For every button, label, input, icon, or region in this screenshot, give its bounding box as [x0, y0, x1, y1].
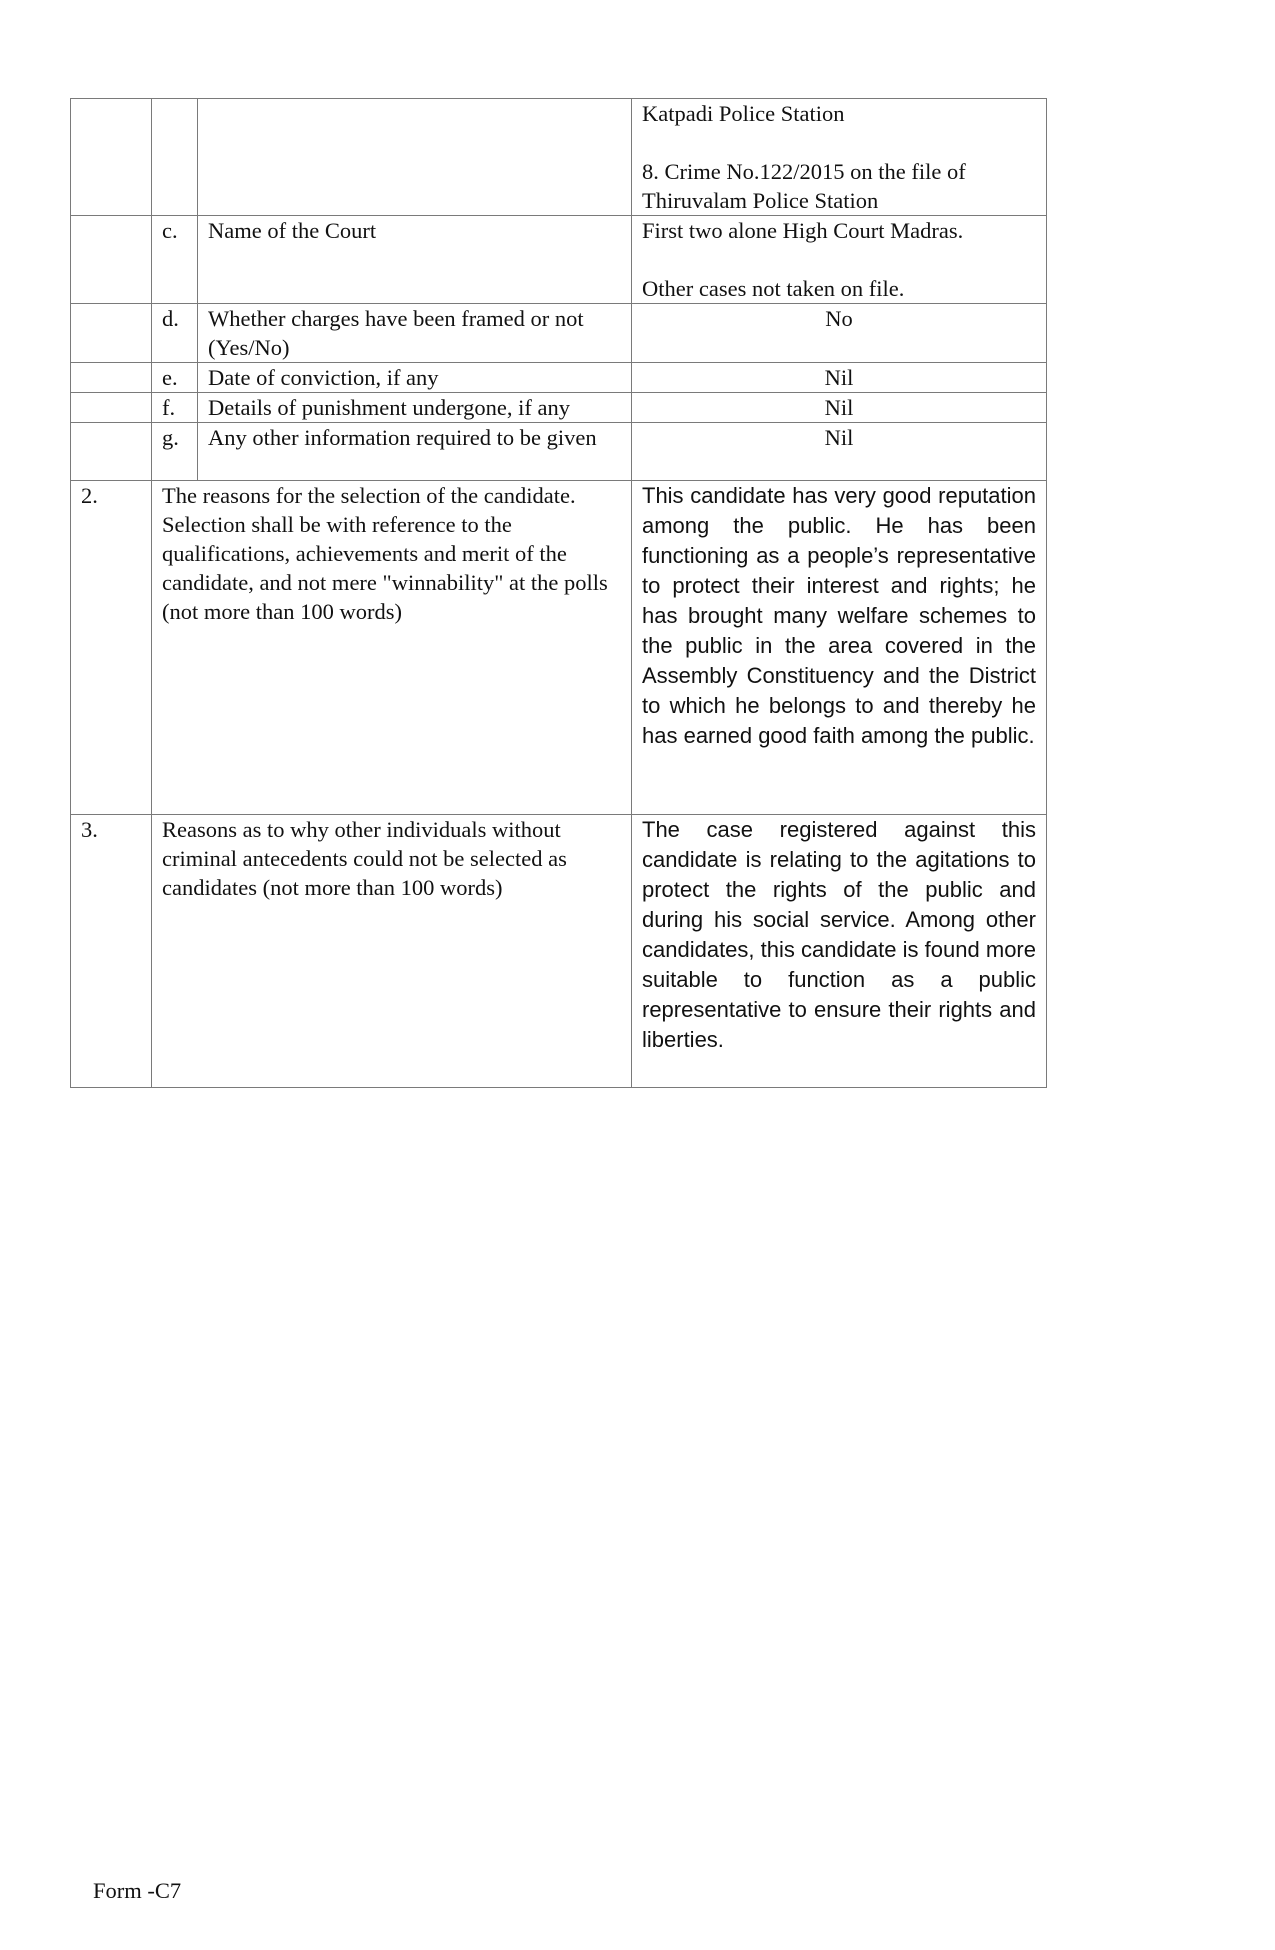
row-value: No — [632, 304, 1047, 363]
row-label: Date of conviction, if any — [198, 363, 632, 393]
table-row — [71, 304, 1047, 363]
table-row — [71, 393, 1047, 423]
row-letter: c. — [152, 216, 198, 304]
table-row — [71, 363, 1047, 393]
row-label: Whether charges have been framed or not (Yes/No) — [198, 304, 632, 363]
row-letter: g. — [152, 423, 198, 481]
row-letter: f. — [152, 393, 198, 423]
row-number: 3. — [71, 815, 152, 1088]
table-row — [71, 481, 1047, 815]
case-line: 8. Crime No.122/2015 on the file of Thiruvalam Police Station — [642, 159, 966, 213]
table-row — [71, 99, 1047, 216]
row-value — [632, 216, 1047, 304]
row-letter: d. — [152, 304, 198, 363]
row-value: Nil — [632, 363, 1047, 393]
table-row — [71, 216, 1047, 304]
row-number: 2. — [71, 481, 152, 815]
row-letter: e. — [152, 363, 198, 393]
table-row — [71, 815, 1047, 1088]
row-label: Any other information required to be given — [198, 423, 632, 481]
value-line: Other cases not taken on file. — [642, 276, 905, 301]
cell-empty — [152, 99, 198, 216]
cell-empty — [198, 99, 632, 216]
row-label: The reasons for the selection of the candidate. Selection shall be with reference to the qualifications, achievements and merit of the candidate, and not mere "winnability" at the polls (not more than 100 words) — [152, 481, 632, 815]
row-value: Nil — [632, 423, 1047, 481]
row-value: Nil — [632, 393, 1047, 423]
row-value: This candidate has very good reputation among the public. He has been functioning as a people’s representative to protect their interest and rights; he has brought many welfare schemes to the public in the area covered in the Assembly Constituency and the District to which he belongs to and thereby he has earned good faith among the public. — [632, 481, 1047, 815]
row-label: Name of the Court — [198, 216, 632, 304]
value-line: First two alone High Court Madras. — [642, 218, 964, 243]
case-line: Katpadi Police Station — [642, 101, 845, 126]
cell-case-list — [632, 99, 1047, 216]
row-label: Reasons as to why other individuals without criminal antecedents could not be selected as candidates (not more than 100 words) — [152, 815, 632, 1088]
form-footer-label: Form -C7 — [93, 1878, 182, 1903]
row-value: The case registered against this candidate is relating to the agitations to protect the rights of the public and during his social service. Among other candidates, this candidate is found more suitable to function as a public representative to ensure their rights and liberties. — [632, 815, 1047, 1088]
candidate-details-table — [70, 98, 1047, 1088]
cell-empty — [71, 99, 152, 216]
table-row — [71, 423, 1047, 481]
row-label: Details of punishment undergone, if any — [198, 393, 632, 423]
